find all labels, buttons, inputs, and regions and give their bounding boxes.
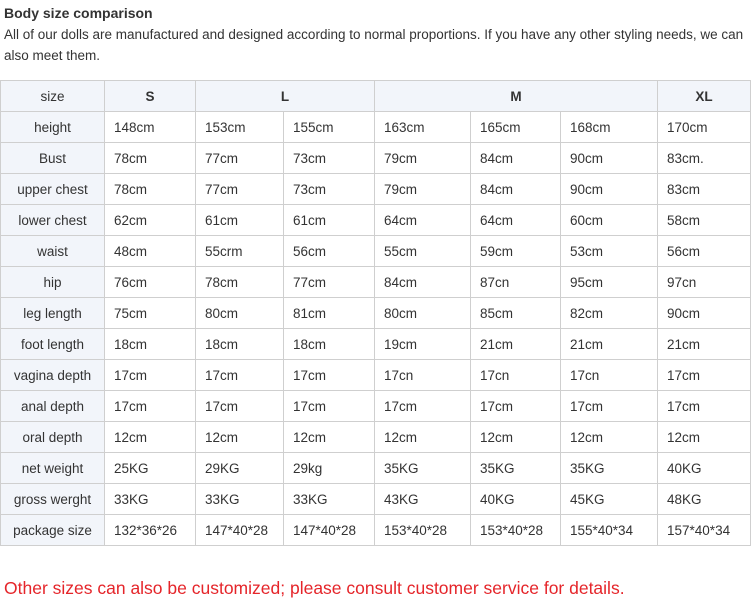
size-table-body (1, 112, 751, 546)
table-cell: 85cm (471, 298, 561, 329)
table-cell: 87cn (471, 267, 561, 298)
table-cell: 153*40*28 (471, 515, 561, 546)
table-cell: 12cm (561, 422, 658, 453)
row-label: foot length (1, 329, 105, 360)
table-cell: 21cm (561, 329, 658, 360)
table-row (1, 391, 751, 422)
table-cell: 56cm (658, 236, 751, 267)
table-cell: 55crm (196, 236, 284, 267)
table-cell: 12cm (658, 422, 751, 453)
table-cell: 148cm (105, 112, 196, 143)
table-cell: 75cm (105, 298, 196, 329)
table-cell: 147*40*28 (196, 515, 284, 546)
table-cell: 56cm (284, 236, 375, 267)
table-cell: 64cm (375, 205, 471, 236)
table-cell: 59cm (471, 236, 561, 267)
table-row (1, 267, 751, 298)
table-cell: 17cm (105, 360, 196, 391)
table-cell: 90cm (561, 143, 658, 174)
table-cell: 35KG (375, 453, 471, 484)
table-row (1, 205, 751, 236)
table-cell: 17cm (561, 391, 658, 422)
table-cell: 17cn (471, 360, 561, 391)
table-cell: 163cm (375, 112, 471, 143)
table-cell: 29KG (196, 453, 284, 484)
table-cell: 29kg (284, 453, 375, 484)
table-cell: 77cm (196, 143, 284, 174)
table-cell: 61cm (284, 205, 375, 236)
table-cell: 33KG (105, 484, 196, 515)
table-row (1, 484, 751, 515)
size-group-m: M (375, 81, 658, 112)
table-cell: 12cm (105, 422, 196, 453)
table-row (1, 422, 751, 453)
table-cell: 79cm (375, 143, 471, 174)
size-comparison-table (0, 80, 751, 546)
row-label: oral depth (1, 422, 105, 453)
table-cell: 64cm (471, 205, 561, 236)
table-cell: 35KG (471, 453, 561, 484)
table-row (1, 515, 751, 546)
table-cell: 155*40*34 (561, 515, 658, 546)
row-label: anal depth (1, 391, 105, 422)
table-cell: 95cm (561, 267, 658, 298)
table-row (1, 329, 751, 360)
row-label: height (1, 112, 105, 143)
row-label: Bust (1, 143, 105, 174)
table-cell: 17cn (375, 360, 471, 391)
table-cell: 33KG (196, 484, 284, 515)
table-cell: 17cm (375, 391, 471, 422)
table-cell: 12cm (375, 422, 471, 453)
table-cell: 19cm (375, 329, 471, 360)
table-cell: 45KG (561, 484, 658, 515)
table-cell: 17cm (284, 360, 375, 391)
page-title: Body size comparison (4, 5, 153, 21)
size-group-l: L (196, 81, 375, 112)
table-cell: 78cm (196, 267, 284, 298)
table-cell: 62cm (105, 205, 196, 236)
table-cell: 35KG (561, 453, 658, 484)
table-cell: 12cm (471, 422, 561, 453)
table-cell: 77cm (196, 174, 284, 205)
table-cell: 55cm (375, 236, 471, 267)
table-cell: 48cm (105, 236, 196, 267)
table-cell: 17cm (658, 360, 751, 391)
table-cell: 33KG (284, 484, 375, 515)
table-cell: 83cm. (658, 143, 751, 174)
intro-text: All of our dolls are manufactured and designed according to normal proportions. If you have any other styling needs, we can also meet them. (4, 27, 744, 63)
size-header-label: size (1, 81, 105, 112)
table-cell: 40KG (658, 453, 751, 484)
size-header-row (1, 81, 751, 112)
table-cell: 153*40*28 (375, 515, 471, 546)
table-cell: 78cm (105, 143, 196, 174)
table-cell: 76cm (105, 267, 196, 298)
table-cell: 153cm (196, 112, 284, 143)
table-cell: 53cm (561, 236, 658, 267)
table-cell: 17cm (105, 391, 196, 422)
table-cell: 73cm (284, 143, 375, 174)
table-cell: 40KG (471, 484, 561, 515)
table-cell: 17cm (196, 391, 284, 422)
table-row (1, 360, 751, 391)
table-cell: 78cm (105, 174, 196, 205)
row-label: lower chest (1, 205, 105, 236)
table-row (1, 143, 751, 174)
table-cell: 77cm (284, 267, 375, 298)
table-row (1, 174, 751, 205)
table-cell: 170cm (658, 112, 751, 143)
table-cell: 79cm (375, 174, 471, 205)
table-cell: 58cm (658, 205, 751, 236)
table-cell: 17cm (284, 391, 375, 422)
size-group-xl: XL (658, 81, 751, 112)
table-cell: 83cm (658, 174, 751, 205)
row-label: vagina depth (1, 360, 105, 391)
table-cell: 21cm (658, 329, 751, 360)
table-row (1, 112, 751, 143)
table-cell: 48KG (658, 484, 751, 515)
size-group-s: S (105, 81, 196, 112)
row-label: leg length (1, 298, 105, 329)
customization-note: Other sizes can also be customized; please consult customer service for details. (4, 578, 625, 598)
table-cell: 157*40*34 (658, 515, 751, 546)
table-cell: 168cm (561, 112, 658, 143)
table-cell: 165cm (471, 112, 561, 143)
table-cell: 90cm (658, 298, 751, 329)
table-cell: 17cm (471, 391, 561, 422)
row-label: net weight (1, 453, 105, 484)
table-cell: 18cm (105, 329, 196, 360)
table-cell: 43KG (375, 484, 471, 515)
table-cell: 80cm (196, 298, 284, 329)
table-cell: 61cm (196, 205, 284, 236)
row-label: hip (1, 267, 105, 298)
table-cell: 60cm (561, 205, 658, 236)
table-cell: 81cm (284, 298, 375, 329)
table-cell: 17cm (658, 391, 751, 422)
table-cell: 12cm (196, 422, 284, 453)
table-cell: 18cm (284, 329, 375, 360)
table-cell: 132*36*26 (105, 515, 196, 546)
table-cell: 12cm (284, 422, 375, 453)
row-label: package size (1, 515, 105, 546)
row-label: waist (1, 236, 105, 267)
row-label: upper chest (1, 174, 105, 205)
table-cell: 84cm (471, 174, 561, 205)
table-row (1, 236, 751, 267)
table-cell: 17cm (196, 360, 284, 391)
table-row (1, 453, 751, 484)
table-cell: 155cm (284, 112, 375, 143)
table-cell: 21cm (471, 329, 561, 360)
table-cell: 17cn (561, 360, 658, 391)
table-cell: 84cm (471, 143, 561, 174)
table-cell: 147*40*28 (284, 515, 375, 546)
table-cell: 82cm (561, 298, 658, 329)
table-cell: 80cm (375, 298, 471, 329)
table-cell: 84cm (375, 267, 471, 298)
table-cell: 25KG (105, 453, 196, 484)
table-cell: 18cm (196, 329, 284, 360)
table-row (1, 298, 751, 329)
table-cell: 90cm (561, 174, 658, 205)
row-label: gross werght (1, 484, 105, 515)
table-cell: 97cn (658, 267, 751, 298)
table-cell: 73cm (284, 174, 375, 205)
